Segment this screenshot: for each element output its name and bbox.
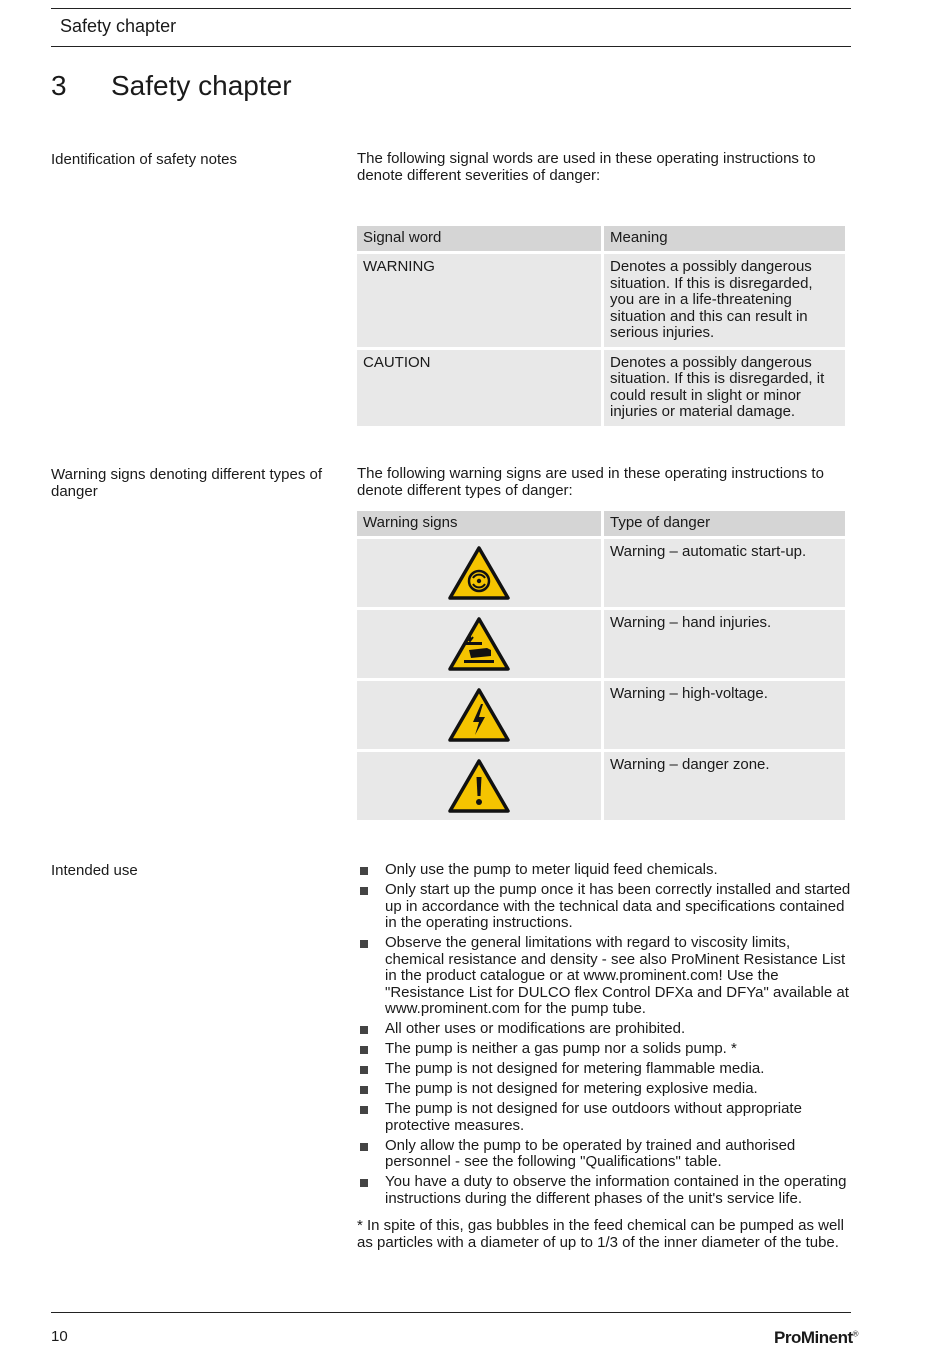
list-item [357,1174,851,1207]
logo-minent: Minent [800,1328,853,1347]
list-item [357,1081,851,1098]
bullet-square-icon [360,1066,368,1074]
sign-cell [357,752,601,820]
automatic-start-up-icon [447,545,511,601]
list-item-text: You have a duty to observe the information contained in the operating instructions during the different phases of the unit's service life. [385,1173,847,1207]
table-row [357,254,845,347]
list-item-text: Only start up the pump once it has been correctly installed and started up in accordance with the technical data and specifications contained in the operating instructions. [385,881,851,931]
bullet-square-icon [360,1106,368,1114]
list-item [357,1021,851,1038]
running-header: Safety chapter [60,16,177,36]
list-item-text: All other uses or modifications are prohibited. [385,1020,686,1037]
bullet-square-icon [360,887,368,895]
list-item [357,1041,851,1058]
danger-type-cell: Warning – danger zone. [604,752,845,820]
column-header-warning-signs: Warning signs [357,511,601,536]
table-row [357,610,845,678]
warning-signs-table [354,508,848,823]
bullet-square-icon [360,1026,368,1034]
table-header-row [357,511,845,536]
danger-type-cell: Warning – automatic start-up. [604,539,845,607]
table-header-row [357,226,845,251]
list-item [357,862,851,879]
list-item-text: The pump is neither a gas pump nor a solids pump. * [385,1040,737,1057]
identification-intro: The following signal words are used in these operating instructions to denote different severities of danger: [357,150,816,184]
section-label-identification: Identification of safety notes [51,151,237,168]
bullet-square-icon [360,940,368,948]
sign-cell [357,681,601,749]
meaning-cell: Denotes a possibly dangerous situation. If this is disregarded, it could result in slight or minor injuries or material damage. [604,350,845,426]
list-item [357,935,851,1018]
list-item-text: Only allow the pump to be operated by trained and authorised personnel - see the following "Qualifications" table. [385,1136,796,1170]
table-row [357,752,845,820]
list-item-text: The pump is not designed for metering explosive media. [385,1080,758,1097]
sign-cell [357,539,601,607]
chapter-number: 3 [51,70,67,101]
danger-type-cell: Warning – high-voltage. [604,681,845,749]
prominent-logo [774,1328,858,1348]
meaning-cell: Denotes a possibly dangerous situation. If this is disregarded, you are in a life-threatening situation and this can result in serious injuries. [604,254,845,347]
intended-use-list [357,862,851,1211]
table-row [357,681,845,749]
danger-type-cell: Warning – hand injuries. [604,610,845,678]
logo-pro: Pro [774,1328,801,1347]
list-item [357,1101,851,1134]
list-item [357,1138,851,1171]
bullet-square-icon [360,1086,368,1094]
table-row [357,539,845,607]
table-row [357,350,845,426]
bullet-square-icon [360,1143,368,1151]
signal-word-cell: CAUTION [357,350,601,426]
hand-injury-icon [447,616,511,672]
signal-word-table [354,223,848,429]
warning-signs-intro: The following warning signs are used in these operating instructions to denote different types of danger: [357,465,824,499]
section-label-warning-signs: Warning signs denoting different types of danger [51,466,322,500]
list-item [357,1061,851,1078]
bullet-square-icon [360,1046,368,1054]
sign-cell [357,610,601,678]
header-top-rule [51,8,851,9]
section-label-intended-use: Intended use [51,862,138,879]
footer-rule [51,1312,851,1313]
signal-word-cell: WARNING [357,254,601,347]
chapter-title: Safety chapter [111,70,292,101]
footnote: * In spite of this, gas bubbles in the feed chemical can be pumped as well as particles with a diameter of up to 1/3 of the inner diameter of the tube. [357,1217,844,1251]
bullet-square-icon [360,1179,368,1187]
list-item-text: The pump is not designed for use outdoors without appropriate protective measures. [385,1100,802,1134]
header-bottom-rule [51,46,851,47]
column-header-type-of-danger: Type of danger [604,511,845,536]
list-item-text: The pump is not designed for metering flammable media. [385,1060,765,1077]
page-number: 10 [51,1328,68,1345]
logo-registered-mark: ® [852,1329,859,1339]
bullet-square-icon [360,867,368,875]
column-header-signal-word: Signal word [357,226,601,251]
list-item [357,882,851,932]
list-item-text: Only use the pump to meter liquid feed chemicals. [385,861,718,878]
high-voltage-icon [447,687,511,743]
column-header-meaning: Meaning [604,226,845,251]
list-item-text: Observe the general limitations with regard to viscosity limits, chemical resistance and density - see also ProMinent Resistance List in the product catalogue or at www.prominent.com! Use the "Resistance List for DULCO flex Control DFXa and DFYa" available at www.prominent.com for the pump tube. [385,934,849,1017]
danger-zone-icon [447,758,511,814]
